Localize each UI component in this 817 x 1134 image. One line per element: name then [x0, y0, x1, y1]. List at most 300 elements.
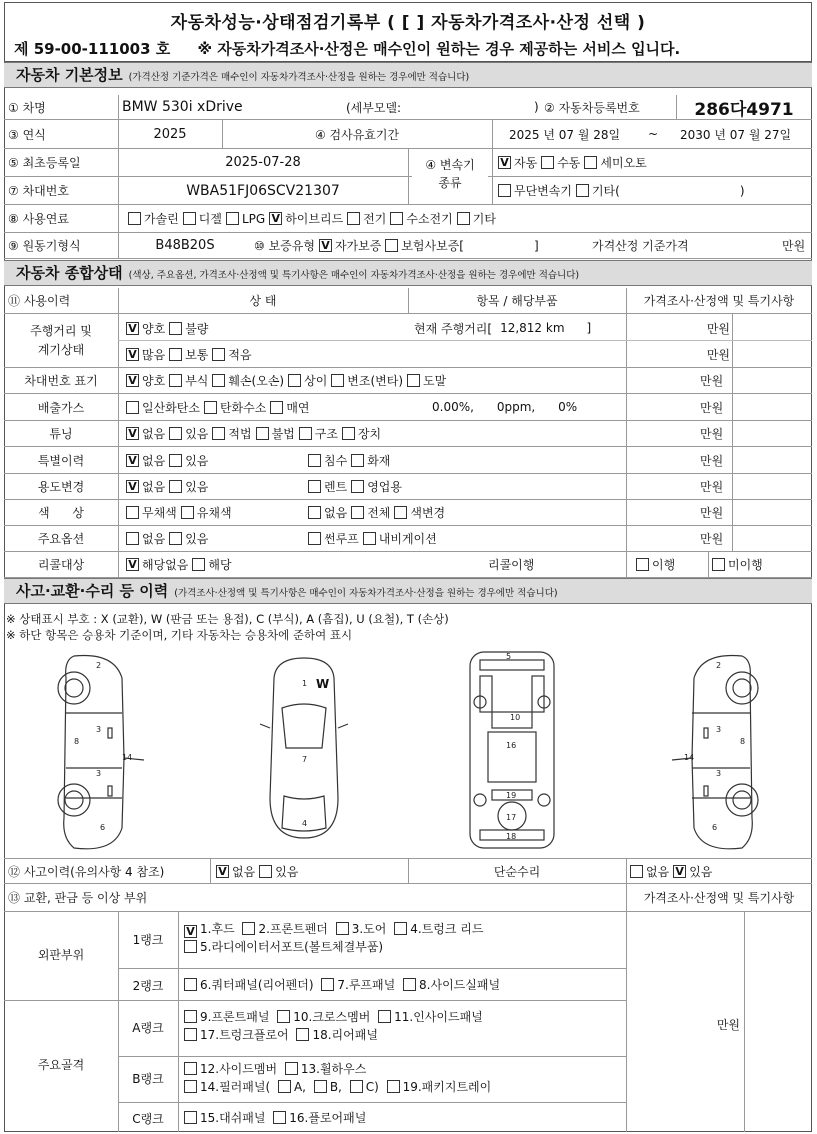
special-options [122, 447, 302, 473]
checkbox-electric[interactable] [347, 212, 360, 225]
parts-header-label: ⑬ 교환, 판금 등 이상 부위 [8, 891, 148, 905]
rankC-parts [184, 1109, 624, 1126]
checkbox-wheel-house[interactable] [285, 1062, 298, 1075]
detail-model-label: (세부모델: [346, 100, 402, 115]
checkbox-cvt[interactable] [498, 184, 511, 197]
emission-smoke: 매연 [286, 400, 310, 415]
mileage-amount [122, 342, 408, 366]
price-basis-label: 가격산정 기준가격 [592, 239, 689, 253]
part-dash-panel: 15.대쉬패널 [200, 1111, 266, 1125]
checkbox-vin-altered[interactable] [331, 374, 344, 387]
opt-cvt: 무단변속기 [514, 184, 572, 198]
svg-text:3: 3 [716, 769, 722, 778]
car-name-label: ① 차명 [8, 100, 46, 115]
current-mileage-close: ] [586, 321, 592, 335]
opt-trans-etc-close: ) [739, 183, 745, 198]
transmission-label-2: 종류 [438, 176, 462, 190]
part-front-panel: 9.프론트패널 [200, 1010, 270, 1024]
basic-info-title: 자동차 기본정보 [16, 66, 123, 84]
inspection-from: 2025 년 07 월 28일 [509, 127, 621, 142]
usage-yes: 있음 [185, 480, 209, 494]
rankA-parts [184, 1008, 624, 1044]
row-accident-history [4, 858, 812, 884]
checkbox-tuning-illegal[interactable] [256, 427, 269, 440]
special-items [304, 447, 604, 473]
checkbox-vin-corrosion[interactable] [169, 374, 182, 387]
checkbox-usage-none[interactable]: V [126, 480, 139, 493]
row-first-registration [4, 149, 812, 177]
current-mileage-label: 현재 주행거리[ [414, 321, 493, 336]
checkbox-recall-done[interactable] [636, 558, 649, 571]
options-unit: 만원 [700, 532, 724, 546]
checkbox-rent[interactable] [308, 480, 321, 493]
part-cross-member: 10.크로스멤버 [293, 1010, 371, 1024]
svg-text:6: 6 [100, 823, 106, 832]
status-title: 자동차 종합상태 [16, 264, 123, 282]
special-yes: 있음 [185, 453, 209, 468]
col-price: 가격조사·산정액 및 특기사항 [643, 294, 795, 308]
row-emission [4, 394, 812, 421]
part-pillar-b: B, [329, 1080, 342, 1094]
checkbox-side-sill[interactable] [403, 978, 416, 991]
checkbox-color-full[interactable] [351, 506, 364, 519]
tuning-none: 없음 [142, 427, 166, 441]
color-chromatic: 유채색 [196, 506, 232, 520]
svg-text:2: 2 [96, 661, 102, 670]
checkbox-side-member[interactable] [184, 1062, 197, 1075]
rank2-label: 2랭크 [132, 979, 164, 993]
part-package-tray: 19.패키지트레이 [402, 1080, 492, 1094]
svg-text:17: 17 [506, 813, 517, 822]
opt-trans-etc: 기타( [591, 184, 620, 198]
color-options [122, 500, 302, 525]
special-flood: 침수 [324, 453, 348, 468]
checkbox-self-warranty[interactable]: V [319, 239, 332, 252]
svg-text:5: 5 [506, 652, 512, 661]
tuning-label: 튜닝 [49, 427, 73, 441]
accident-standard-note: ※ 하단 항목은 승용차 기준이며, 기타 자동차는 승용차에 준하여 표시 [6, 628, 353, 642]
checkbox-special-none[interactable]: V [126, 454, 139, 467]
vin-label: ⑦ 차대번호 [8, 184, 69, 198]
checkbox-repair-yes[interactable]: V [673, 865, 686, 878]
checkbox-vin-damage[interactable] [212, 374, 225, 387]
vin-damage: 훼손(오손) [228, 374, 285, 388]
row-vin-mark [4, 368, 812, 394]
checkbox-radiator-support[interactable] [184, 940, 197, 953]
checkbox-pillar-a[interactable] [278, 1080, 291, 1093]
tuning-device: 장치 [357, 427, 382, 441]
vin-smeared: 도말 [423, 374, 447, 388]
inspection-tilde: ~ [648, 127, 659, 141]
warranty-self: 자가보증 [334, 239, 382, 253]
vin-corrosion: 부식 [185, 374, 209, 388]
checkbox-accident-none[interactable]: V [216, 865, 229, 878]
svg-text:16: 16 [506, 741, 517, 750]
checkbox-gasoline[interactable] [128, 212, 141, 225]
mileage-label-1: 주행거리 및 [30, 324, 92, 338]
part-door: 3.도어 [351, 922, 387, 936]
row-mileage [4, 314, 812, 368]
current-mileage [414, 316, 626, 340]
status-header [4, 260, 812, 286]
recall-done: 이행 [652, 558, 676, 572]
svg-text:4: 4 [302, 819, 308, 828]
part-trunk-floor: 17.트렁크플로어 [200, 1028, 289, 1042]
checkbox-front-fender[interactable] [242, 922, 255, 935]
col-history: ⑪ 사용이력 [8, 294, 71, 308]
checkbox-tuning-structure[interactable] [299, 427, 312, 440]
reg-number-label: ② 자동차등록번호 [544, 100, 640, 115]
checkbox-vin-smeared[interactable] [407, 374, 420, 387]
svg-text:14: 14 [122, 753, 133, 762]
row-recall [4, 552, 812, 578]
engine-label: ⑨ 원동기형식 [8, 239, 81, 253]
emission-options [122, 394, 422, 420]
rank1-parts [184, 920, 624, 956]
mileage-many: 많음 [142, 347, 166, 362]
checkbox-recall-notdone[interactable] [712, 558, 725, 571]
document-title: 자동차성능·상태점검기록부 ( [ ] 자동차가격조사·산정 선택 ) [170, 13, 646, 33]
checkbox-commercial[interactable] [351, 480, 364, 493]
emission-unit: 만원 [700, 400, 724, 415]
part-pillar-c: C) [365, 1080, 379, 1094]
accident-yes: 있음 [275, 864, 299, 879]
parts-table [4, 912, 812, 1132]
part-pillar-a: A, [293, 1080, 306, 1094]
tuning-legal: 적법 [228, 427, 252, 441]
parts-price-unit: 만원 [716, 1018, 740, 1032]
part-front-fender: 2.프론트펜더 [258, 922, 328, 936]
fuel-hydrogen: 수소전기 [406, 212, 453, 226]
checkbox-hood[interactable]: V [184, 925, 197, 938]
mileage-few: 적음 [228, 347, 252, 362]
checkbox-hybrid[interactable]: V [269, 212, 282, 225]
usage-items [304, 474, 604, 499]
tuning-options [122, 421, 622, 446]
checkbox-tuning-legal[interactable] [212, 427, 225, 440]
part-roof-panel: 7.루프패널 [337, 978, 396, 992]
usage-rent: 렌트 [324, 480, 348, 494]
outer-panel-label: 외판부위 [37, 948, 85, 962]
simple-repair-label: 단순수리 [493, 864, 541, 879]
checkbox-flood[interactable] [308, 454, 321, 467]
options-choices [122, 526, 302, 551]
color-achromatic: 무채색 [142, 506, 177, 520]
row-parts-header [4, 884, 812, 912]
col-item: 항목 / 해당부품 [476, 294, 558, 308]
checkbox-tuning-device[interactable] [342, 427, 355, 440]
row-car-name [4, 95, 812, 120]
opt-manual: 수동 [557, 156, 581, 170]
checkbox-quarter-panel[interactable] [184, 978, 197, 991]
row-tuning [4, 421, 812, 447]
part-trunk-lid: 4.트렁크 리드 [410, 922, 484, 936]
frame-label: 주요골격 [37, 1058, 85, 1072]
color-none: 없음 [324, 506, 348, 520]
svg-text:10: 10 [510, 713, 521, 722]
reg-number-value: 286다4971 [694, 99, 794, 119]
vin-mark-label: 차대번호 표기 [24, 374, 98, 388]
svg-text:1: 1 [302, 679, 308, 688]
vin-good: 양호 [142, 374, 166, 388]
first-reg-label: ⑤ 최초등록일 [8, 156, 81, 170]
model-year-label: ③ 연식 [8, 127, 46, 142]
checkbox-tuning-none[interactable]: V [126, 427, 139, 440]
inspection-period-label: ④ 검사유효기간 [314, 127, 400, 142]
svg-text:19: 19 [506, 791, 517, 800]
checkbox-hc[interactable] [204, 401, 217, 414]
checkbox-achromatic[interactable] [126, 506, 139, 519]
rankB-parts [184, 1060, 624, 1096]
svg-text:3: 3 [96, 725, 102, 734]
svg-text:6: 6 [712, 823, 718, 832]
part-quarter-panel: 6.쿼터패널(리어펜더) [200, 978, 314, 992]
checkbox-trans-etc[interactable] [576, 184, 589, 197]
opt-auto: 자동 [514, 156, 538, 170]
repair-none: 없음 [646, 864, 670, 879]
mileage-normal: 보통 [185, 347, 209, 362]
warranty-insurer-close: ] [533, 238, 539, 253]
recall-notdone: 미이행 [728, 558, 763, 572]
accident-note: (가격조사·산정액 및 특기사항은 매수인이 자동차가격조사·산정을 원하는 경우에만 적습니다) [174, 588, 558, 599]
checkbox-mileage-good[interactable]: V [126, 322, 139, 335]
checkbox-manual[interactable] [541, 156, 554, 169]
checkbox-option-yes[interactable] [169, 532, 182, 545]
checkbox-fuel-etc[interactable] [457, 212, 470, 225]
usage-unit: 만원 [700, 480, 724, 494]
emission-values: 0.00%, 0ppm, 0% [432, 400, 578, 414]
checkbox-accident-yes[interactable] [259, 865, 272, 878]
usage-options [122, 474, 302, 499]
recall-notdone-options [708, 552, 808, 577]
tuning-illegal: 불법 [271, 427, 295, 441]
svg-text:8: 8 [74, 737, 80, 746]
checkbox-insurer-warranty[interactable] [385, 239, 398, 252]
mileage-condition [122, 316, 408, 340]
special-label: 특별이력 [37, 453, 85, 468]
checkbox-trunk-lid[interactable] [394, 922, 407, 935]
fuel-options [124, 205, 804, 232]
checkbox-door[interactable] [336, 922, 349, 935]
warranty-label: ⑩ 보증유형 [254, 239, 315, 253]
svg-text:3: 3 [96, 769, 102, 778]
title-block [4, 2, 812, 62]
part-hood: 1.후드 [200, 922, 235, 936]
car-diagrams [4, 648, 812, 858]
checkbox-color-change[interactable] [394, 506, 407, 519]
mileage-unit-2: 만원 [706, 347, 730, 362]
engine-value: B48B20S [155, 238, 215, 253]
checkbox-vin-good[interactable]: V [126, 374, 139, 387]
vin-altered: 변조(변타) [347, 374, 404, 388]
fuel-etc: 기타 [472, 212, 496, 226]
checkbox-trunk-floor[interactable] [184, 1028, 197, 1041]
row-special [4, 447, 812, 474]
document-number: 제 59-00-111003 호 [14, 40, 171, 58]
checkbox-vin-differ[interactable] [288, 374, 301, 387]
rank1-label: 1랭크 [132, 933, 164, 947]
simple-repair-options [626, 859, 812, 883]
transmission-label [412, 156, 488, 192]
rankA-label: A랭크 [132, 1021, 164, 1035]
recall-options [122, 552, 372, 577]
checkbox-fire[interactable] [351, 454, 364, 467]
parts-price-label: 가격조사·산정액 및 특기사항 [643, 891, 795, 905]
checkbox-tuning-yes[interactable] [169, 427, 182, 440]
accident-header [4, 578, 812, 604]
mileage-label-2: 계기상태 [37, 343, 85, 357]
svg-text:3: 3 [716, 725, 722, 734]
part-pillar-panel: 14.필러패널( [200, 1080, 271, 1094]
svg-text:14: 14 [684, 753, 695, 762]
mileage-label [4, 322, 118, 360]
checkbox-hydrogen[interactable] [390, 212, 403, 225]
part-floor-panel: 16.플로어패널 [289, 1111, 367, 1125]
checkbox-sunroof[interactable] [308, 532, 321, 545]
checkbox-floor-panel[interactable] [273, 1111, 286, 1124]
checkbox-recall-yes[interactable] [192, 558, 205, 571]
options-items [304, 526, 604, 551]
usage-commercial: 영업용 [367, 480, 402, 494]
hood-mark: W [316, 677, 330, 691]
row-engine [4, 233, 812, 259]
checkbox-special-yes[interactable] [169, 454, 182, 467]
transmission-options-1 [494, 149, 812, 176]
basic-info-header [4, 62, 812, 88]
part-wheel-house: 13.휠하우스 [300, 1062, 367, 1076]
svg-text:18: 18 [506, 832, 517, 841]
color-label: 색 상 [37, 506, 85, 520]
accident-none: 없음 [232, 864, 256, 879]
recall-yes: 해당 [208, 558, 232, 572]
document-number-line [14, 38, 814, 59]
special-unit: 만원 [700, 453, 724, 468]
row-vin [4, 177, 812, 205]
checkbox-mileage-normal[interactable] [169, 348, 182, 361]
checkbox-package-tray[interactable] [387, 1080, 400, 1093]
svg-text:2: 2 [716, 661, 722, 670]
checkbox-pillar-panel[interactable] [184, 1080, 197, 1093]
checkbox-pillar-b[interactable] [314, 1080, 327, 1093]
emission-hc: 탄화수소 [219, 400, 267, 415]
row-usage-change [4, 474, 812, 500]
checkbox-diesel[interactable] [183, 212, 196, 225]
part-side-member: 12.사이드멤버 [200, 1062, 278, 1076]
option-navigation: 내비게이션 [378, 532, 437, 546]
checkbox-repair-none[interactable] [630, 865, 643, 878]
first-reg-value: 2025-07-28 [225, 155, 301, 170]
special-fire: 화재 [367, 453, 391, 468]
checkbox-auto[interactable]: V [498, 156, 511, 169]
option-sunroof: 썬루프 [324, 532, 359, 546]
color-change: 색변경 [410, 506, 446, 520]
checkbox-smoke[interactable] [270, 401, 283, 414]
checkbox-cross-member[interactable] [277, 1010, 290, 1023]
checkbox-mileage-many[interactable]: V [126, 348, 139, 361]
checkbox-navigation[interactable] [363, 532, 376, 545]
recall-done-label: 리콜이행 [488, 558, 535, 572]
tuning-structure: 구조 [314, 427, 338, 441]
svg-text:8: 8 [740, 737, 746, 746]
fuel-label: ⑧ 사용연료 [8, 212, 69, 226]
rankB-label: B랭크 [132, 1072, 164, 1086]
checkbox-semi[interactable] [584, 156, 597, 169]
basic-info-note: (가격산정 기준가격은 매수인이 자동차가격조사·산정을 원하는 경우에만 적습니다) [128, 72, 470, 83]
checkbox-co[interactable] [126, 401, 139, 414]
car-name-value: BMW 530i xDrive [122, 99, 243, 115]
transmission-options-2 [494, 177, 812, 204]
vin-mark-unit: 만원 [700, 374, 724, 388]
part-side-sill: 8.사이드실패널 [419, 978, 501, 992]
fuel-electric: 전기 [363, 212, 387, 226]
row-model-year [4, 120, 812, 149]
option-yes: 있음 [185, 532, 209, 546]
model-year-value: 2025 [153, 126, 187, 142]
checkbox-rear-panel[interactable] [296, 1028, 309, 1041]
recall-none: 해당없음 [142, 558, 189, 572]
checkbox-lpg[interactable] [226, 212, 239, 225]
detail-model-close: ) [534, 100, 539, 114]
current-mileage-value: 12,812 km [500, 321, 565, 335]
warranty-insurer: 보험사보증[ [401, 239, 464, 253]
fuel-gasoline: 가솔린 [144, 212, 179, 226]
fuel-hybrid: 하이브리드 [285, 212, 344, 226]
row-options [4, 526, 812, 552]
checkbox-option-none[interactable] [126, 532, 139, 545]
checkbox-dash-panel[interactable] [184, 1111, 197, 1124]
fuel-diesel: 디젤 [198, 212, 222, 226]
checkbox-chromatic[interactable] [181, 506, 194, 519]
checkbox-mileage-bad[interactable] [169, 322, 182, 335]
col-status: 상 태 [249, 294, 277, 308]
service-note: ※ 자동차가격조사·산정은 매수인이 원하는 경우 제공하는 서비스 입니다. [197, 40, 681, 58]
row-fuel [4, 205, 812, 233]
emission-label: 배출가스 [37, 400, 85, 415]
mileage-bad: 불량 [185, 321, 209, 336]
mileage-unit-1: 만원 [706, 321, 730, 336]
vin-differ: 상이 [304, 374, 328, 388]
accident-history-options [212, 859, 412, 883]
vin-mark-options [122, 368, 622, 393]
color-full: 전체 [367, 506, 391, 520]
checkbox-mileage-few[interactable] [212, 348, 225, 361]
opt-semi: 세미오토 [600, 156, 647, 170]
checkbox-usage-yes[interactable] [169, 480, 182, 493]
accident-history-label: ⑫ 사고이력(유의사항 4 참조) [8, 864, 165, 879]
special-none: 없음 [142, 453, 166, 468]
part-radiator-support: 5.라디에이터서포트(볼트체결부품) [200, 940, 384, 954]
svg-text:7: 7 [302, 755, 308, 764]
row-color [4, 500, 812, 526]
checkbox-pillar-c[interactable] [350, 1080, 363, 1093]
recall-label: 리콜대상 [37, 558, 85, 572]
vin-value: WBA51FJ06SCV21307 [186, 182, 340, 199]
accident-title: 사고·교환·수리 등 이력 [16, 582, 169, 600]
part-rear-panel: 18.리어패널 [312, 1028, 378, 1042]
checkbox-front-panel[interactable] [184, 1010, 197, 1023]
checkbox-roof-panel[interactable] [321, 978, 334, 991]
checkbox-inside-panel[interactable] [378, 1010, 391, 1023]
repair-yes: 있음 [689, 864, 713, 879]
usage-none: 없음 [142, 480, 166, 494]
recall-done-options [632, 552, 708, 577]
warranty-options [254, 233, 594, 258]
part-inside-panel: 11.인사이드패널 [394, 1010, 483, 1024]
checkbox-recall-none[interactable]: V [126, 558, 139, 571]
usage-label: 용도변경 [37, 480, 85, 494]
color-change-options [304, 500, 604, 525]
checkbox-color-none[interactable] [308, 506, 321, 519]
